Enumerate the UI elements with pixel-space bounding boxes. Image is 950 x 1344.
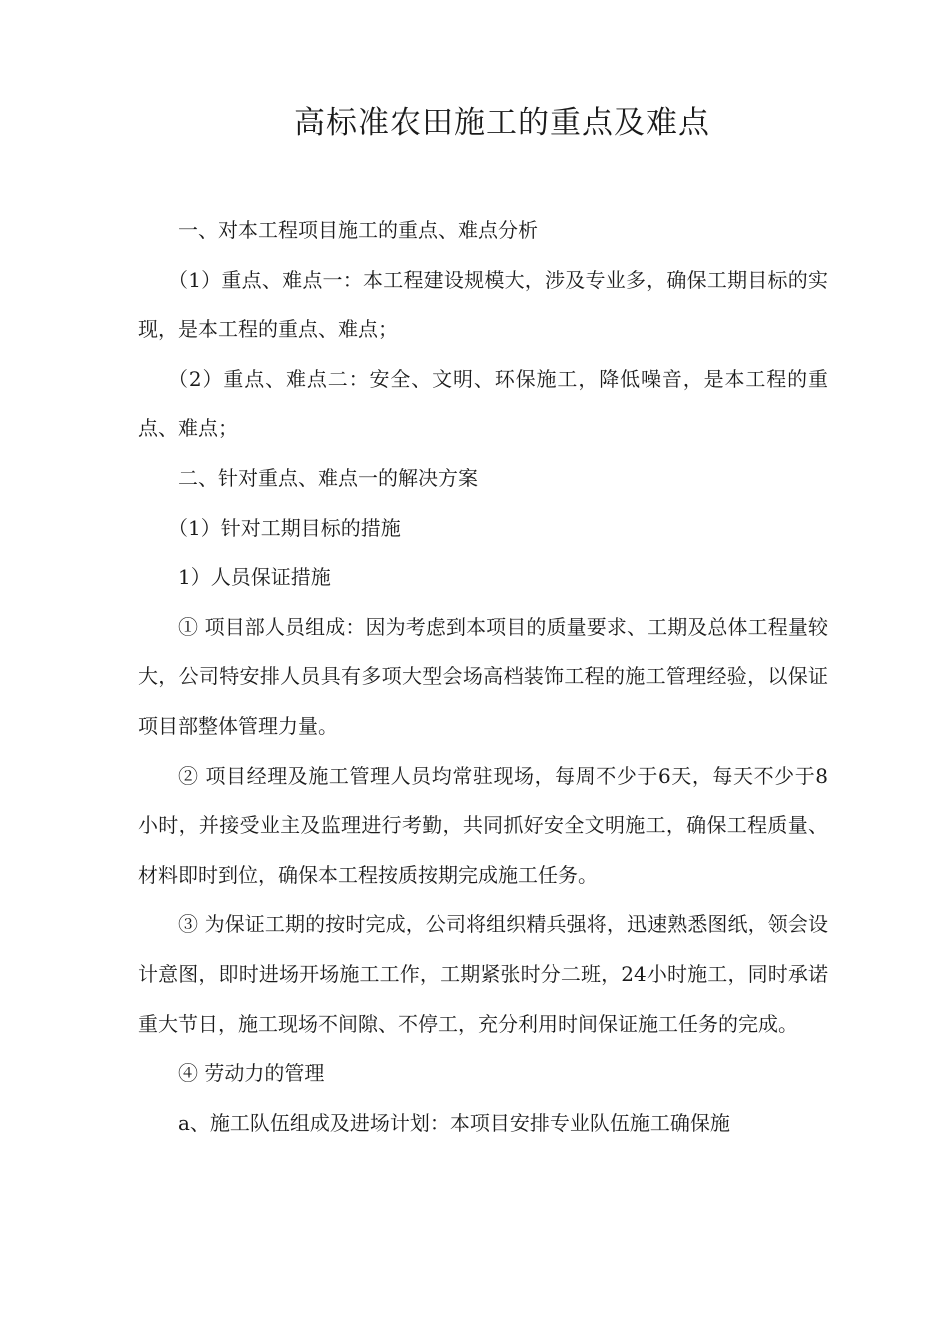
paragraph-key-point-1: （1）重点、难点一：本工程建设规模大，涉及专业多，确保工期目标的实现，是本工程的重点、难点； (138, 267, 828, 342)
paragraph-item-4: ④ 劳动力的管理 (178, 1061, 325, 1086)
section-heading-1: 一、对本工程项目施工的重点、难点分析 (178, 218, 538, 242)
subsection-heading-personnel: 1）人员保证措施 (178, 565, 331, 590)
subsection-heading-schedule: （1）针对工期目标的措施 (168, 515, 401, 540)
paragraph-key-point-2: （2）重点、难点二：安全、文明、环保施工，降低噪音，是本工程的重点、难点； (138, 366, 828, 441)
document-body (138, 206, 828, 1148)
document-title: 高标准农田施工的重点及难点 (294, 105, 710, 141)
paragraph-item-1: ① 项目部人员组成：因为考虑到本项目的质量要求、工期及总体工程量较大，公司特安排人员具有多项大型会场高档装饰工程的施工管理经验，以保证项目部整体管理力量。 (138, 614, 828, 738)
section-heading-2: 二、针对重点、难点一的解决方案 (178, 465, 478, 490)
paragraph-item-2: ② 项目经理及施工管理人员均常驻现场，每周不少于6天，每天不少于8小时，并接受业主及监理进行考勤，共同抓好安全文明施工，确保工程质量、材料即时到位，确保本工程按质按期完成施工任务。 (138, 763, 828, 887)
paragraph-item-a: a、施工队伍组成及进场计划：本项目安排专业队伍施工确保施 (178, 1110, 730, 1135)
paragraph-item-3: ③ 为保证工期的按时完成，公司将组织精兵强将，迅速熟悉图纸，领会设计意图，即时进场开场施工工作，工期紧张时分二班，24小时施工，同时承诺重大节日，施工现场不间隙、不停工，充分利用时间保证施工任务的完成。 (138, 912, 828, 1036)
